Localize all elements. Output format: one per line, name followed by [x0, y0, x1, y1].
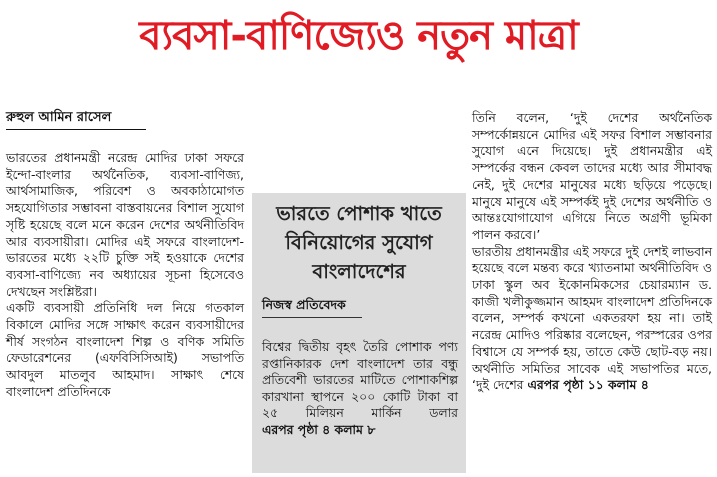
col3-jump-link[interactable]: এরপর পৃষ্ঠা ১১ কলাম ৪	[527, 377, 649, 393]
paragraph: ভারতের প্রধানমন্ত্রী নরেন্দ্র মোদির ঢাকা সফরে ইন্দো-বাংলার অর্থনৈতিক, ব্যবসা-বাণিজ্য, আর্থসামাজিক, পরিবেশ ও অবকাঠামোগত সহযোগিতার সম্ভাবনা বাস্তবায়নের বিশাল সুযোগ সৃষ্টি হয়েছে বলে মনে করেন দেশের অর্থনীতিবিদ আর ব্যবসায়ীরা। মোদির এই সফরে বাংলাদেশ-ভারতের মধ্যে ২২টি চুক্তি সই হওয়াকে দেশের ব্যবসা-বাণিজ্যে নব অধ্যায়ের সূচনা হিসেবেও দেখছেন সংশ্লিষ্টরা।	[6, 150, 244, 299]
sidebar-reporter: নিজস্ব প্রতিবেদক	[262, 297, 346, 312]
byline: রুহুল আমিন রাসেল	[6, 110, 112, 125]
sidebar-body-text: বিশ্বের দ্বিতীয় বৃহৎ তৈরি পোশাক পণ্য রপ্তানিকারক দেশ বাংলাদেশ তার বন্ধু প্রতিবেশী ভারতের মাটিতে পোশাকশিল্প কারখানা স্থাপনে ২০০ কোটি টাকা বা ২৫ মিলিয়ন মার্কিন ডলার	[262, 339, 458, 420]
sidebar-rule	[262, 317, 362, 318]
paragraph: একটি ব্যবসায়ী প্রতিনিধি দল নিয়ে গতকাল বিকালে মোদির সঙ্গে সাক্ষাৎ করেন ব্যবসায়ীদের শীর্ষ সংগঠন বাংলাদেশ শিল্প ও বণিক সমিতি ফেডারেশনের (এফবিসিসিআই) সভাপতি আবদুল মাতলুব আহমাদ। সাক্ষাৎ শেষে বাংলাদেশ প্রতিদিনকে	[6, 300, 244, 399]
sidebar-body	[262, 339, 458, 438]
sidebar-jump-link[interactable]: এরপর পৃষ্ঠা ৪ কলাম ৮	[262, 421, 376, 437]
paragraph-with-jump	[472, 244, 712, 394]
sidebar-box	[252, 193, 466, 473]
byline-rule	[6, 129, 146, 130]
sidebar-title-line: বিনিয়োগের সুযোগ	[285, 231, 433, 254]
article-column-3	[472, 110, 712, 394]
sidebar-title-line: বাংলাদেশের	[312, 260, 406, 283]
sidebar-title-line: ভারতে পোশাক খাতে	[276, 202, 442, 225]
headline: ব্যবসা-বাণিজ্যেও নতুন মাত্রা	[139, 13, 578, 59]
sidebar-title	[252, 199, 466, 286]
paragraph: তিনি বলেন, ‘দুই দেশের অর্থনৈতিক সম্পর্কোন্নয়নে মোদির এই সফর বিশাল সম্ভাবনার সুযোগ এনে দিয়েছে। দুই প্রধানমন্ত্রীর এই সম্পর্কের বন্ধন কেবল তাদের মধ্যে আর সীমাবদ্ধ নেই, দুই দেশের মানুষের মধ্যে ছড়িয়ে পড়েছে। মানুষে মানুষে এই সম্পর্কই দুই দেশের অর্থনীতি ও আন্তঃযোগাযোগ এগিয়ে নিতে অগ্রণী ভূমিকা পালন করবে।’	[472, 110, 712, 242]
article-column-1	[6, 150, 244, 401]
paragraph-text: ভারতীয় প্রধানমন্ত্রীর এই সফরে দুই দেশই লাভবান হয়েছে বলে মন্তব্য করে খ্যাতনামা অর্থনীতিবিদ ও ঢাকা স্কুল অব ইকোনমিকসের চেয়ারম্যান ড. কাজী খলীকুজ্জমান আহমদ বাংলাদেশ প্রতিদিনকে বলেন, সম্পর্ক কখনো একতরফা হয় না। তাই নরেন্দ্র মোদিও পরিষ্কার বলেছেন, পরস্পরের ওপর বিশ্বাসে যে সম্পর্ক হয়, তাতে কেউ ছোট-বড় নয়। অর্থনীতি সমিতির সাবেক এই সভাপতির মতে, ‘দুই দেশের	[472, 243, 712, 393]
